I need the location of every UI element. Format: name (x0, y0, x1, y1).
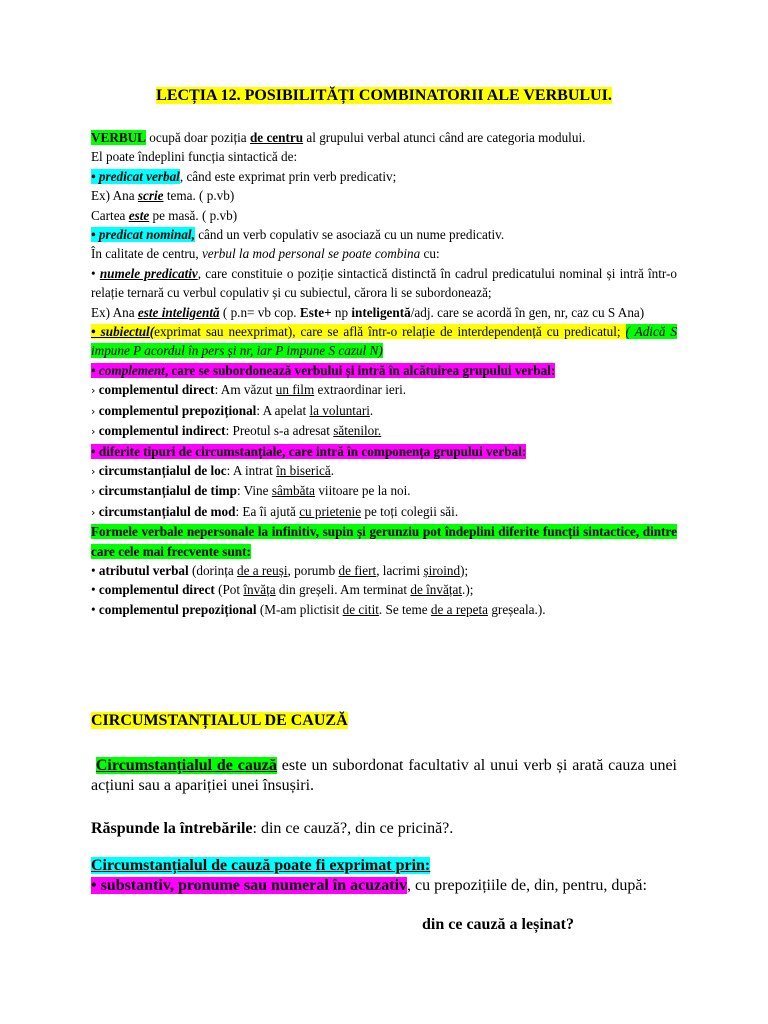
substantiv-item: • substantiv, pronume sau numeral în acuzativ, cu prepozițiile de, din, pentru, după: (91, 877, 647, 894)
atribut-verbal-item: • atributul verbal (dorința de a reuși, porumb de fiert, lacrimi șiroind); (91, 562, 469, 578)
section-title: CIRCUMSTANȚIALUL DE CAUZĂ (91, 712, 348, 729)
list-item: › circumstanțialul de timp: Vine sâmbăta viitoare pe la noi. (91, 483, 411, 499)
list-item: › circumstanțialul de mod: Ea îi ajută cu prietenie pe toți colegii săi. (91, 503, 459, 519)
example-line: Cartea este pe masă. ( p.vb) (91, 207, 238, 223)
list-item: › complementul prepozițional: A apelat la voluntari. (91, 402, 374, 418)
questions-line: Răspunde la întrebările: din ce cauză?, din ce pricină?. (91, 820, 454, 837)
predicat-nominal-item: • predicat nominal, când un verb copulativ se asociază cu un nume predicativ. (91, 227, 505, 243)
centru-line: În calitate de centru, verbul la mod personal se poate combina cu: (91, 246, 440, 262)
list-item: › circumstanțialul de loc: A intrat în biserică. (91, 462, 334, 478)
complement-item: • complement, care se subordonează verbului și intră în alcătuirea grupului verbal: (91, 362, 556, 378)
lesson-content (91, 86, 677, 619)
forme-nepersonale: Formele verbale nepersonale la infinitiv, supin și gerunziu pot îndeplini diferite funcții sintactice, dintre care cele mai frecvente sunt: (91, 524, 677, 559)
list-item: › complementul indirect: Preotul s-a adresat sătenilor. (91, 423, 382, 439)
intro-block (91, 128, 677, 619)
intro-line: VERBUL ocupă doar poziția de centru al grupului verbal atunci când are categoria modului. (91, 130, 586, 145)
circumstantiale-list (91, 461, 677, 522)
question-text: din ce cauză a leșinat? (422, 916, 574, 933)
complement-list (91, 380, 677, 441)
example-line: Ex) Ana scrie tema. ( p.vb) (91, 188, 235, 204)
definition-paragraph: Circumstanțialul de cauză este un subordonat facultativ al unui verb și arată cauza unei acțiuni sau a apariției unei însușiri. (91, 757, 678, 794)
complement-direct-item: • complementul direct (Pot învăța din greșeli. Am terminat de învățat.); (91, 582, 474, 598)
complement-prepozitional-item: • complementul prepozițional (M-am plictisit de citit. Se teme de a repeta greșeala.). (91, 601, 546, 617)
intro-line-2: El poate îndeplini funcția sintactică de: (91, 149, 298, 165)
nume-predicativ-item: • numele predicativ, care constituie o poziție sintactică distinctă în cadrul predicatului nominal și intră într-o relație ternară cu verbul copulativ și cu subiectul, cărora li se subordonează; (91, 265, 678, 301)
expression-heading: Circumstanțialul de cauză poate fi exprimat prin: (91, 857, 431, 874)
list-item: › complementul direct: Am văzut un film extraordinar ieri. (91, 382, 407, 398)
nume-predicativ-example: Ex) Ana este inteligentă ( p.n= vb cop. Este+ np inteligentă/adj. care se acordă în gen, nr, caz cu S Ana) (91, 304, 645, 320)
subiect-item: • subiectul(exprimat sau neexprimat), care se află într-o relație de interdependență cu predicatul; ( Adică S impune P acordul în pers și nr, iar P impune S cazul N) (91, 324, 677, 359)
page-title: LECȚIA 12. POSIBILITĂȚI COMBINATORII ALE VERBULUI. (156, 87, 612, 104)
circumstantiale-item: • diferite tipuri de circumstanțiale, care intră în componența grupului verbal: (91, 443, 527, 459)
predicat-verbal-item: • predicat verbal, când este exprimat prin verb predicativ; (91, 168, 397, 184)
